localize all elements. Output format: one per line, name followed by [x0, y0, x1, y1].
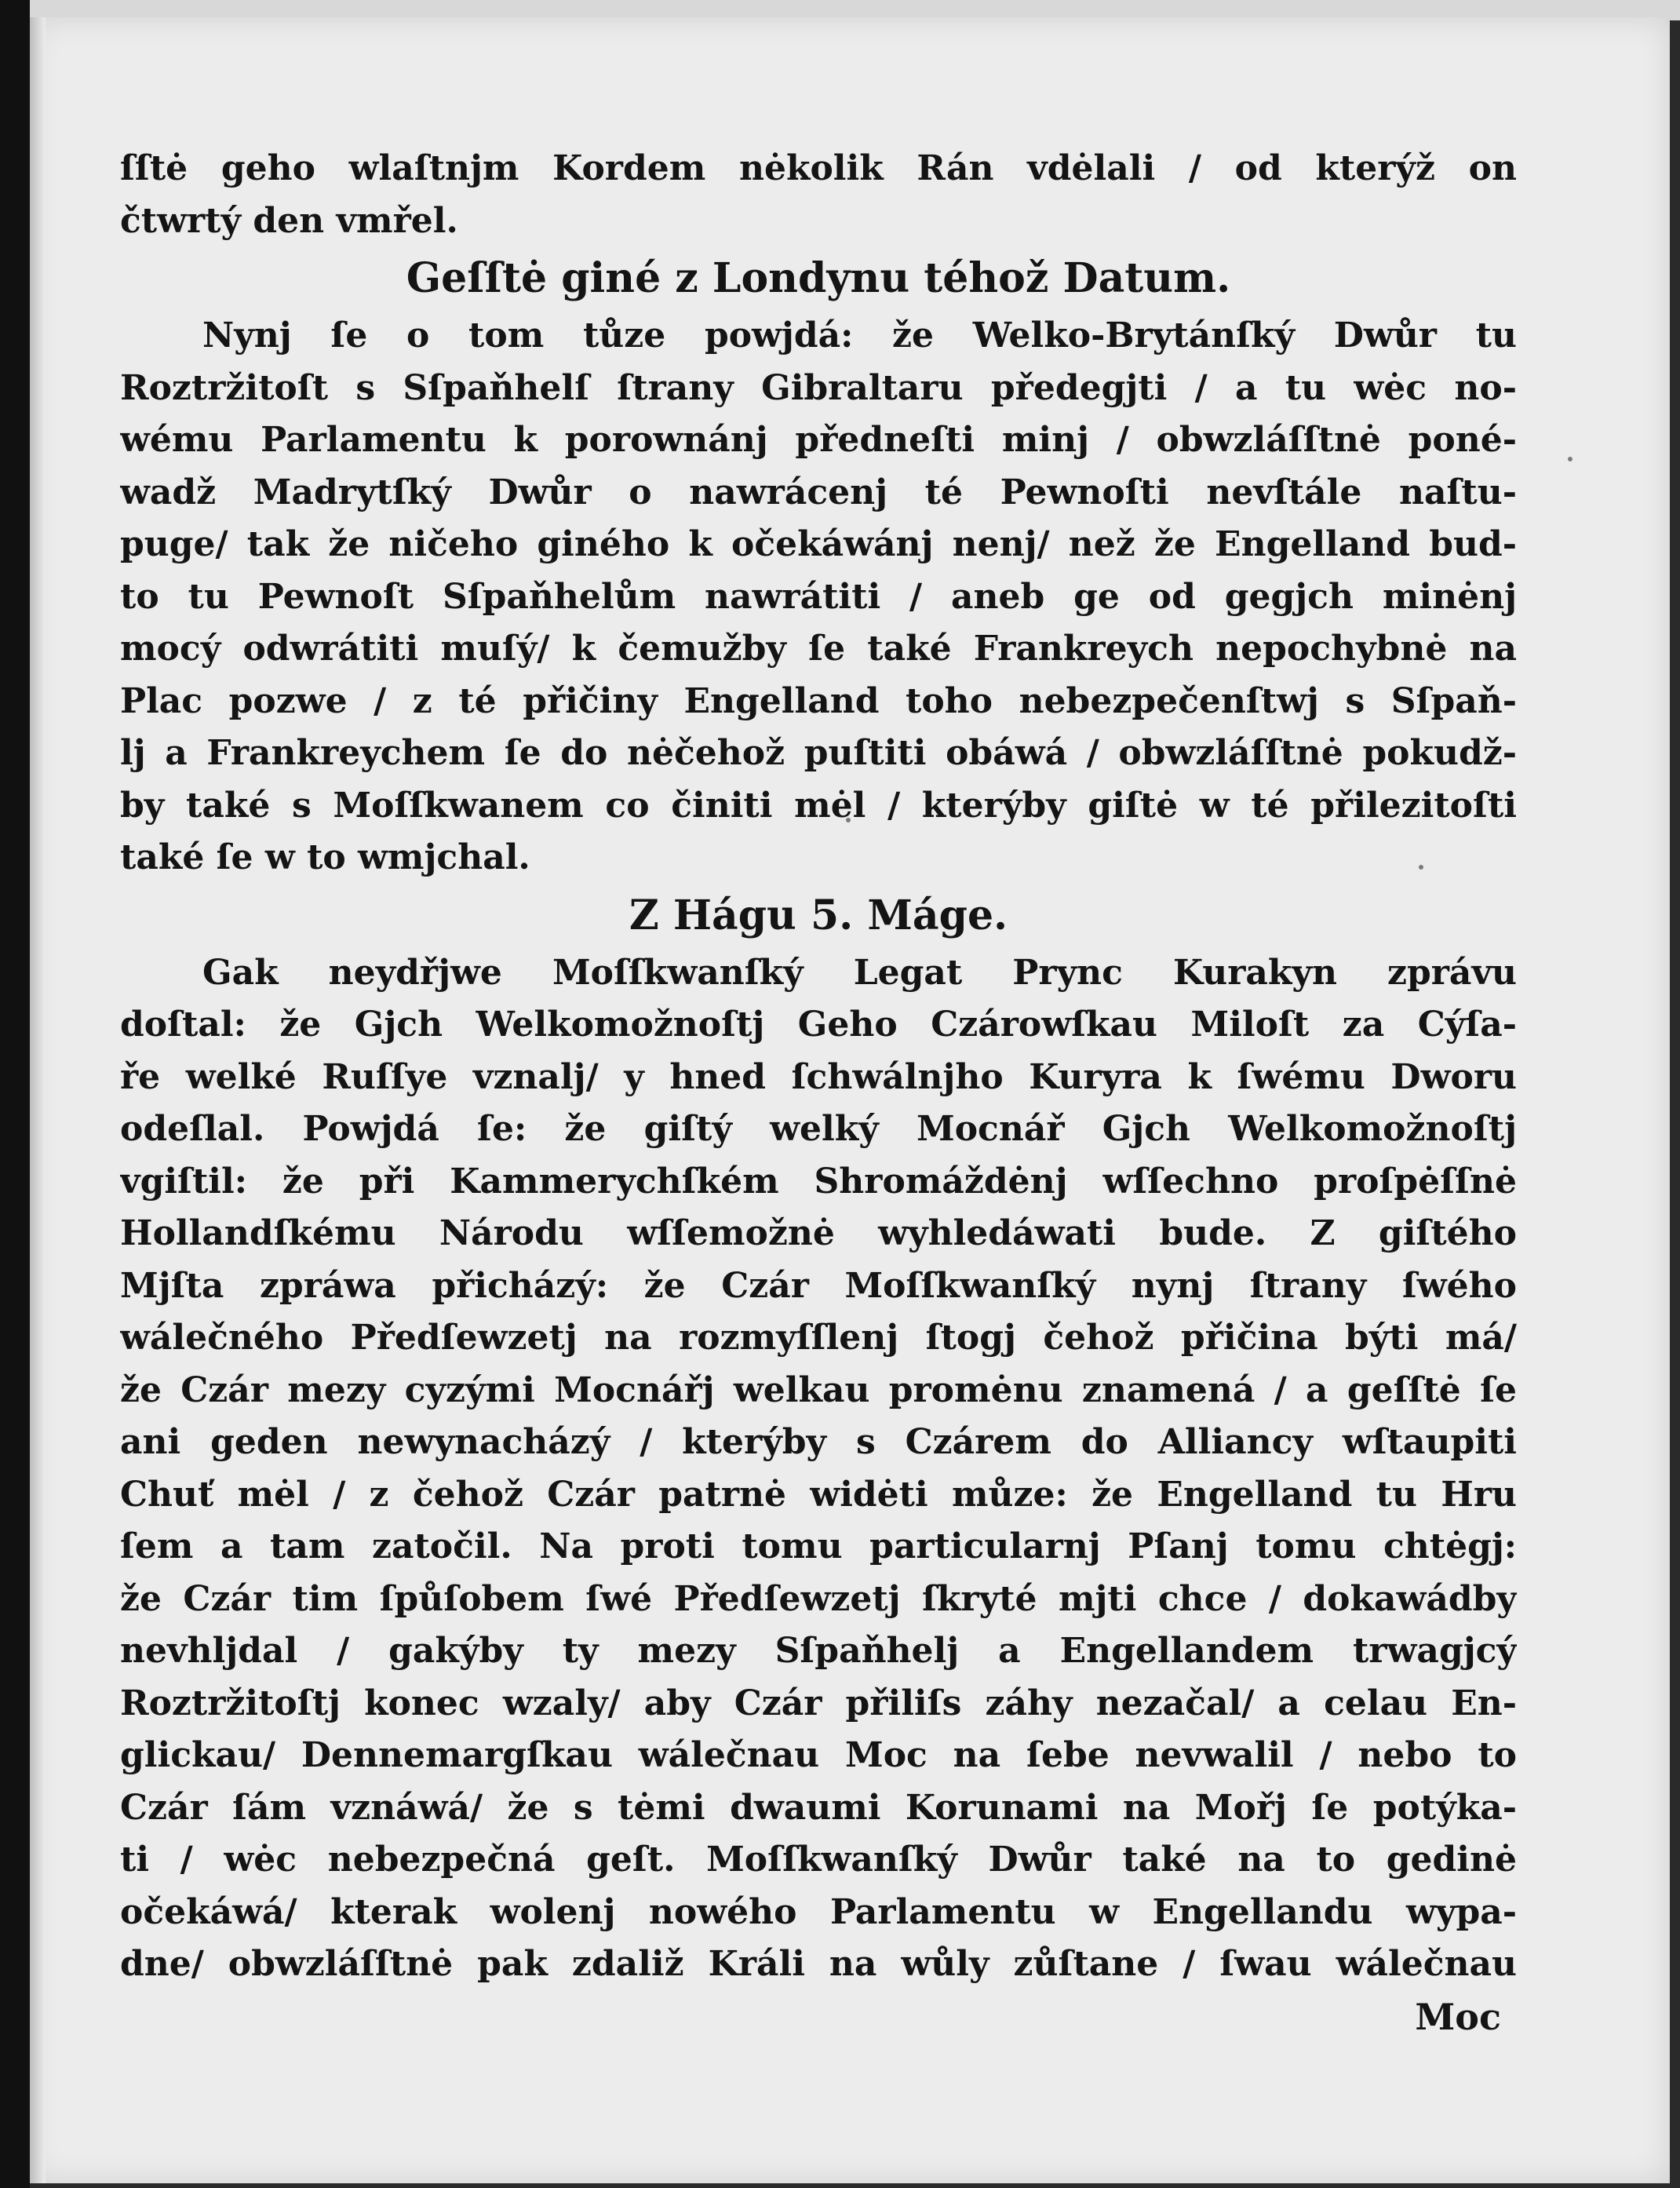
text-line: by také s Moſſkwanem co činiti mėl / kterýby giſtė w té přilezitoſti: [120, 785, 1517, 826]
text-line: očekáwá/ kterak wolenj nowého Parlamentu w Engellandu wypa-: [120, 1891, 1517, 1932]
text-line: Czár ſám vznáwá/ že s tėmi dwaumi Korunami na Mořj ſe potýka-: [120, 1787, 1517, 1828]
text-line: wému Parlamentu k porownánj předneſti minj / obwzláſſtnė poné-: [120, 420, 1517, 460]
catchword: Moc: [1415, 1995, 1501, 2038]
text-line: mocý odwrátiti muſý/ k čemužby ſe také Frankreych nepochybnė na: [120, 629, 1517, 669]
text-line: Nynj ſe o tom tůze powjdá: že Welko-Brytánſký Dwůr tu: [202, 315, 1517, 356]
text-line: doſtal: že Gjch Welkomožnoſtj Gehο Czárowſkau Miloſt za Cýſa-: [120, 1005, 1517, 1045]
text-line: to tu Pewnoſt Sſpaňhelům nawrátiti / aneb ge od gegjch minėnj: [120, 576, 1517, 617]
text-line: wadž Madrytſký Dwůr o nawrácenj té Pewnoſti nevſtále naſtu-: [120, 472, 1517, 512]
text-line: také ſe w to wmjchal.: [120, 837, 530, 877]
text-line: ani geden newynacházý / kterýby s Czárem do Alliancy wſtaupiti: [120, 1422, 1517, 1462]
text-line: Gak neydřjwe Moſſkwanſký Legat Prync Kurakyn zprávu: [202, 952, 1517, 993]
text-line: Chuť mėl / z čehož Czár patrnė widėti můze: že Engelland tu Hru: [120, 1474, 1517, 1515]
text-line: odeſlal. Powjdá ſe: že giſtý welký Mocnář Gjch Welkomožnoſtj: [120, 1109, 1517, 1149]
text-line: glickau/ Dennemargſkau wálečnau Moc na ſebe nevwalil / nebo to: [120, 1735, 1517, 1775]
text-line: Plac pozwe / z té přičiny Engelland toho nebezpečenſtwj s Sſpaň-: [120, 680, 1517, 721]
text-line: Hollandſkému Národu wſſemožnė wyhledáwati bude. Z giſtého: [120, 1213, 1517, 1253]
text-line: vgiſtil: že při Kammerychſkém Shromáždėnj wſſechno proſpėſſnė: [120, 1161, 1517, 1202]
paragraph-opening: [120, 143, 1517, 247]
text-line: dne/ obwzláſſtnė pak zdaliž Králi na wůly zůſtane / ſwau wálečnau: [120, 1944, 1517, 1984]
text-line: ſem a tam zatočil. Na proti tomu particularnj Pſanj tomu chtėgj:: [120, 1526, 1517, 1566]
text-line: Roztržitoſtj konec wzaly/ aby Czár přiliſs záhy nezačal/ a celau En-: [120, 1683, 1517, 1723]
page-text: [120, 143, 1517, 2043]
printed-page: [30, 17, 1670, 2183]
section-heading-hague: Z Hágu 5. Máge.: [629, 891, 1008, 939]
text-line: že Czár tim ſpůſobem ſwé Předſewzetj ſkryté mjti chce / dokawádby: [120, 1578, 1517, 1619]
text-line: wálečného Předſewzetj na rozmyſſlenj ſtogj čehož přičina býti má/: [120, 1318, 1517, 1358]
text-line: čtwrtý den vmřel.: [120, 200, 458, 241]
text-line: lj a Frankreychem ſe do nėčehož puſtiti obáwá / obwzláſſtnė pokudž-: [120, 733, 1517, 773]
text-line: Mjſta zpráwa přicházý: že Czár Moſſkwanſký nynj ſtrany ſwého: [120, 1265, 1517, 1306]
text-line: Roztržitoſt s Sſpaňhelſ ſtrany Gibraltaru předegjti / a tu wėc no-: [120, 367, 1517, 408]
text-line: ře welké Ruſſye vznalj/ y hned ſchwálnjho Kuryra k ſwému Dworu: [120, 1056, 1517, 1097]
text-line: ſſtė gehο wlaſtnjm Kordem nėkolik Rán vdėlali / od kterýž on: [120, 148, 1517, 188]
paper-speck: [1568, 457, 1572, 461]
text-line: že Czár mezy cyzými Mocnářj welkau promėnu znamená / a geſſtė ſe: [120, 1369, 1517, 1410]
section-heading-london: Geſſtė giné z Londynu téhož Datum.: [406, 254, 1231, 302]
text-line: ti / wėc nebezpečná geſt. Moſſkwanſký Dwůr také na to gedinė: [120, 1840, 1517, 1880]
text-line: puge/ tak že ničeho giného k očekáwánj nenj/ než že Engelland bud-: [120, 524, 1517, 564]
paragraph-london: [120, 310, 1517, 884]
text-line: nevhljdal / gakýby ty mezy Sſpaňhelj a Engellandem trwagjcý: [120, 1631, 1517, 1671]
book-binding-edge: [0, 0, 30, 2188]
paragraph-hague: [120, 947, 1517, 1991]
